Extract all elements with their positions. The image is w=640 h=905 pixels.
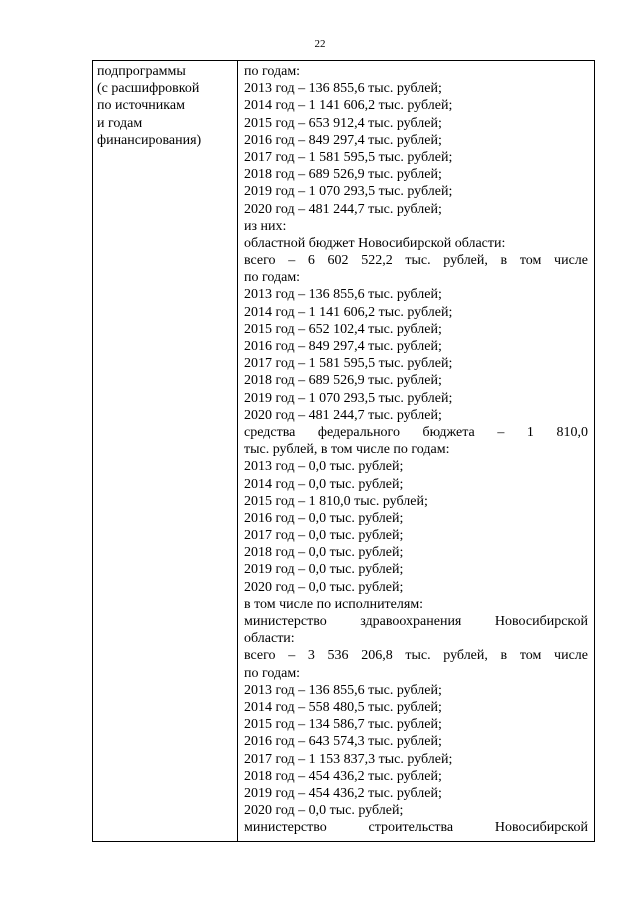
funding-line: по годам: (244, 270, 301, 286)
funding-line: 2013 год – 136 855,6 тыс. рублей; (244, 287, 442, 303)
funding-line: 2015 год – 1 810,0 тыс. рублей; (244, 493, 428, 509)
left-column-line: по источникам (97, 98, 185, 114)
funding-line: 2013 год – 0,0 тыс. рублей; (244, 459, 404, 475)
funding-line: 2014 год – 558 480,5 тыс. рублей; (244, 699, 442, 715)
table-left-column (97, 63, 233, 149)
funding-line: 2016 год – 0,0 тыс. рублей; (244, 510, 404, 526)
funding-line: 2017 год – 1 581 595,5 тыс. рублей; (244, 149, 453, 165)
funding-line: средства федерального бюджета – 1 810,0 (244, 424, 588, 440)
funding-line: 2019 год – 454 436,2 тыс. рублей; (244, 785, 442, 801)
funding-line: 2018 год – 689 526,9 тыс. рублей; (244, 373, 442, 389)
funding-line: 2016 год – 643 574,3 тыс. рублей; (244, 734, 442, 750)
funding-line: 2017 год – 1 581 595,5 тыс. рублей; (244, 356, 453, 372)
funding-line: 2014 год – 0,0 тыс. рублей; (244, 476, 404, 492)
funding-line: по годам: (244, 64, 301, 79)
funding-line: по годам: (244, 665, 301, 681)
left-column-line: подпрограммы (97, 64, 186, 79)
funding-line: 2015 год – 652 102,4 тыс. рублей; (244, 321, 442, 337)
funding-line: тыс. рублей, в том числе по годам: (244, 442, 450, 458)
funding-line: министерство строительства Новосибирской (244, 820, 588, 836)
funding-line: 2018 год – 689 526,9 тыс. рублей; (244, 167, 442, 183)
funding-line: 2018 год – 0,0 тыс. рублей; (244, 545, 404, 561)
funding-line: всего – 3 536 206,8 тыс. рублей, в том числе (244, 648, 588, 664)
funding-line: 2017 год – 0,0 тыс. рублей; (244, 528, 404, 544)
page-number: 22 (314, 38, 326, 50)
left-column-line: финансирования) (97, 132, 202, 148)
table-right-column (244, 63, 588, 836)
funding-table (92, 60, 595, 842)
funding-line: министерство здравоохранения Новосибирской (244, 614, 588, 629)
funding-line: области: (244, 631, 295, 647)
funding-line: 2019 год – 0,0 тыс. рублей; (244, 562, 404, 578)
funding-line: 2020 год – 481 244,7 тыс. рублей; (244, 407, 442, 423)
funding-line: 2020 год – 0,0 тыс. рублей; (244, 803, 404, 819)
funding-line: 2015 год – 134 586,7 тыс. рублей; (244, 717, 442, 733)
funding-line: 2019 год – 1 070 293,5 тыс. рублей; (244, 184, 453, 200)
funding-line: 2020 год – 481 244,7 тыс. рублей; (244, 201, 442, 217)
funding-line: 2020 год – 0,0 тыс. рублей; (244, 579, 404, 595)
funding-line: 2019 год – 1 070 293,5 тыс. рублей; (244, 390, 453, 406)
funding-line: 2016 год – 849 297,4 тыс. рублей; (244, 339, 442, 354)
funding-line: 2013 год – 136 855,6 тыс. рублей; (244, 682, 442, 698)
funding-line: областной бюджет Новосибирской области: (244, 235, 506, 251)
funding-line: 2013 год – 136 855,6 тыс. рублей; (244, 81, 442, 97)
funding-line: 2017 год – 1 153 837,3 тыс. рублей; (244, 751, 453, 767)
funding-line: из них: (244, 218, 287, 234)
funding-line: всего – 6 602 522,2 тыс. рублей, в том числе (244, 253, 588, 269)
left-column-line: (с расшифровкой (97, 81, 200, 97)
funding-line: 2018 год – 454 436,2 тыс. рублей; (244, 768, 442, 784)
funding-line: 2014 год – 1 141 606,2 тыс. рублей; (244, 304, 453, 320)
column-divider (237, 61, 238, 841)
funding-line: в том числе по исполнителям: (244, 596, 424, 612)
funding-line: 2015 год – 653 912,4 тыс. рублей; (244, 115, 442, 131)
funding-line: 2016 год – 849 297,4 тыс. рублей; (244, 132, 442, 148)
left-column-line: и годам (97, 115, 143, 131)
funding-line: 2014 год – 1 141 606,2 тыс. рублей; (244, 98, 453, 114)
